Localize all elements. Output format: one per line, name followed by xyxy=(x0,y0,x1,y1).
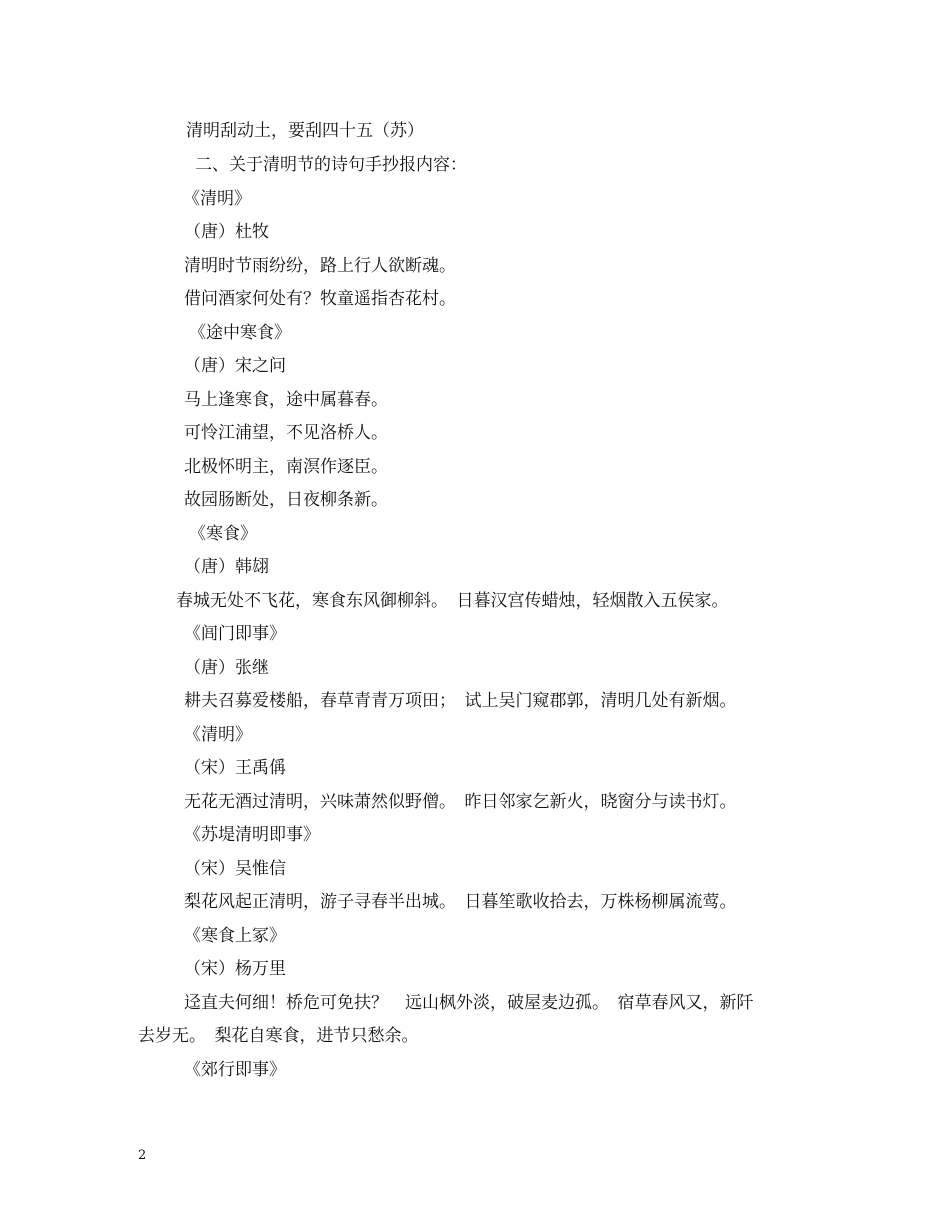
poem-author: （唐）杜牧 xyxy=(184,222,269,242)
poem-line: 北极怀明主，南溟作逐臣。 xyxy=(184,457,388,477)
poem-title: 《郊行即事》 xyxy=(184,1060,286,1080)
poem-author: （唐）宋之问 xyxy=(184,356,286,376)
page-number: 2 xyxy=(138,1148,147,1163)
poem-line: 耕夫召募爱楼船，春草青青万项田； 试上吴门窥郡郭，清明几处有新烟。 xyxy=(184,691,737,711)
poem-title: 《清明》 xyxy=(184,725,252,745)
poem-author: （宋）吴惟信 xyxy=(184,859,286,879)
poem-line: 故园肠断处，日夜柳条新。 xyxy=(184,490,388,510)
poem-author: （宋）王禹偁 xyxy=(184,758,286,778)
poem-line: 春城无处不飞花，寒食东风御柳斜。 日暮汉宫传蜡烛，轻烟散入五侯家。 xyxy=(176,591,729,611)
poem-author: （宋）杨万里 xyxy=(184,959,286,979)
poem-author: （唐）韩翃 xyxy=(184,557,269,577)
text-line: 清明刮动土，要刮四十五（苏） xyxy=(186,121,424,141)
poem-title: 《闾门即事》 xyxy=(184,624,286,644)
poem-line: 无花无酒过清明，兴味萧然似野僧。 昨日邻家乞新火，晓窗分与读书灯。 xyxy=(184,792,737,812)
section-heading: 二、关于清明节的诗句手抄报内容： xyxy=(195,155,467,175)
poem-line-continued: 去岁无。 梨花自寒食，进节只愁余。 xyxy=(138,1026,419,1046)
poem-title: 《寒食》 xyxy=(189,524,257,544)
poem-title: 《寒食上冢》 xyxy=(184,926,286,946)
poem-line: 借问酒家何处有？牧童遥指杏花村。 xyxy=(184,289,456,309)
poem-line: 可怜江浦望，不见洛桥人。 xyxy=(184,423,388,443)
poem-author: （唐）张继 xyxy=(184,658,269,678)
poem-title: 《途中寒食》 xyxy=(189,323,291,343)
poem-title: 《苏堤清明即事》 xyxy=(184,825,320,845)
poem-line: 马上逢寒食，途中属暮春。 xyxy=(184,390,388,410)
poem-line: 迳直夫何细！桥危可免扶？ 远山枫外淡，破屋麦边孤。 宿草春风又，新阡 xyxy=(184,993,754,1013)
poem-line: 清明时节雨纷纷，路上行人欲断魂。 xyxy=(184,256,456,276)
poem-title: 《清明》 xyxy=(183,189,251,209)
poem-line: 梨花风起正清明，游子寻春半出城。 日暮笙歌收拾去，万株杨柳属流莺。 xyxy=(184,892,737,912)
